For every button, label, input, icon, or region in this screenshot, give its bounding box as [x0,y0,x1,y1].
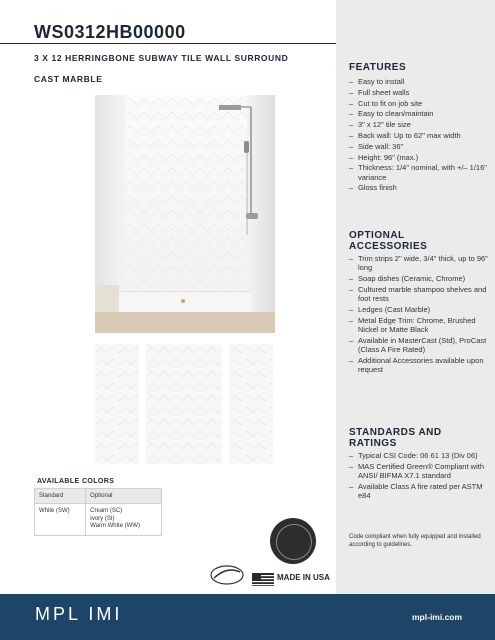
features-section [349,62,489,194]
model-number: WS0312HB00000 [34,22,186,42]
compliance-note: Code compliant when fully equipped and installed according to guidelines. [349,534,481,548]
list-item: – Back wall: Up to 62" max width [349,130,461,140]
list-item: – Side wall: 36" [349,141,404,151]
list-item: – Cut to fit on job site [349,98,423,108]
tile-swatch-3 [229,344,273,464]
list-item: – Height: 96" (max.) [349,152,419,162]
brand-logo: MPL IMI [35,604,123,624]
list-item: – Gloss finish [349,183,397,193]
standards-section [349,427,461,449]
optional-accessories-list [349,254,489,374]
optional-color: Ivory (SI) [90,515,115,522]
tile-swatch-1 [95,344,139,464]
optional-accessories-list-wrap [349,254,489,376]
available-colors-title: AVAILABLE COLORS [37,478,115,485]
table-cell [86,504,162,536]
standards-title: STANDARDS AND RATINGS [349,427,442,449]
list-item: – MAS Certified Green® Compliant with ANSI/ BIFMA X7.1 standard [349,461,484,480]
list-item: – Soap dishes (Ceramic, Chrome) [349,274,466,283]
list-item: – Easy to clean/maintain [349,109,434,119]
cultured-marble-logo-icon [210,564,244,586]
drain-icon [181,299,185,303]
certification-seal-icon [270,518,316,564]
list-item: – Available Class A fire rated per ASTM e84 [349,481,483,500]
list-item: – Thickness: 1/4" nominal, with +/– 1/16" variance [349,163,487,182]
list-item: – Metal Edge Trim: Chrome, Brushed Nickel or Matte Black [349,315,476,334]
optional-color: Cream (SC) [90,508,123,514]
list-item: – Ledges (Cast Marble) [349,304,431,314]
us-flag-icon [252,573,274,586]
list-item: – Additional Accessories available upon request [349,355,484,374]
product-finish: CAST MARBLE [34,74,103,84]
optional-accessories-section [349,230,461,252]
list-item: – Cultured marble shampoo shelves and foot rests [349,284,487,303]
column-header: Optional [86,489,162,504]
list-item: – Full sheet walls [349,87,410,97]
standards-list-wrap [349,451,489,502]
made-in-usa-label: MADE IN USA [277,573,330,582]
list-item: – Trim strips 2" wide, 3/4" thick, up to 96" long [349,254,488,273]
tile-swatch-2 [146,344,222,464]
features-title: FEATURES [349,62,407,73]
standards-list [349,451,489,500]
list-item: – Typical CSI Code: 06 61 13 (Div 06) [349,451,478,460]
optional-accessories-title: OPTIONAL ACCESSORIES [349,230,428,252]
header-divider [0,43,336,44]
table-cell: White (SW) [35,504,86,536]
features-list [349,77,489,193]
list-item: – 3" x 12" tile size [349,120,411,130]
product-name: 3 X 12 HERRINGBONE SUBWAY TILE WALL SURROUND [34,53,289,63]
optional-color: Warm White (WW) [90,523,140,529]
website-link[interactable]: mpl-imi.com [412,612,463,622]
table-header-row [35,489,162,504]
table-row [35,504,162,536]
column-header: Standard [35,489,86,504]
list-item: – Available in MasterCast (Std), ProCast (Class A Fire Rated) [349,335,487,354]
shower-fixture-icon [95,95,275,333]
list-item: – Easy to install [349,77,405,86]
available-colors-table [34,488,162,536]
shower-product-photo [95,95,275,333]
